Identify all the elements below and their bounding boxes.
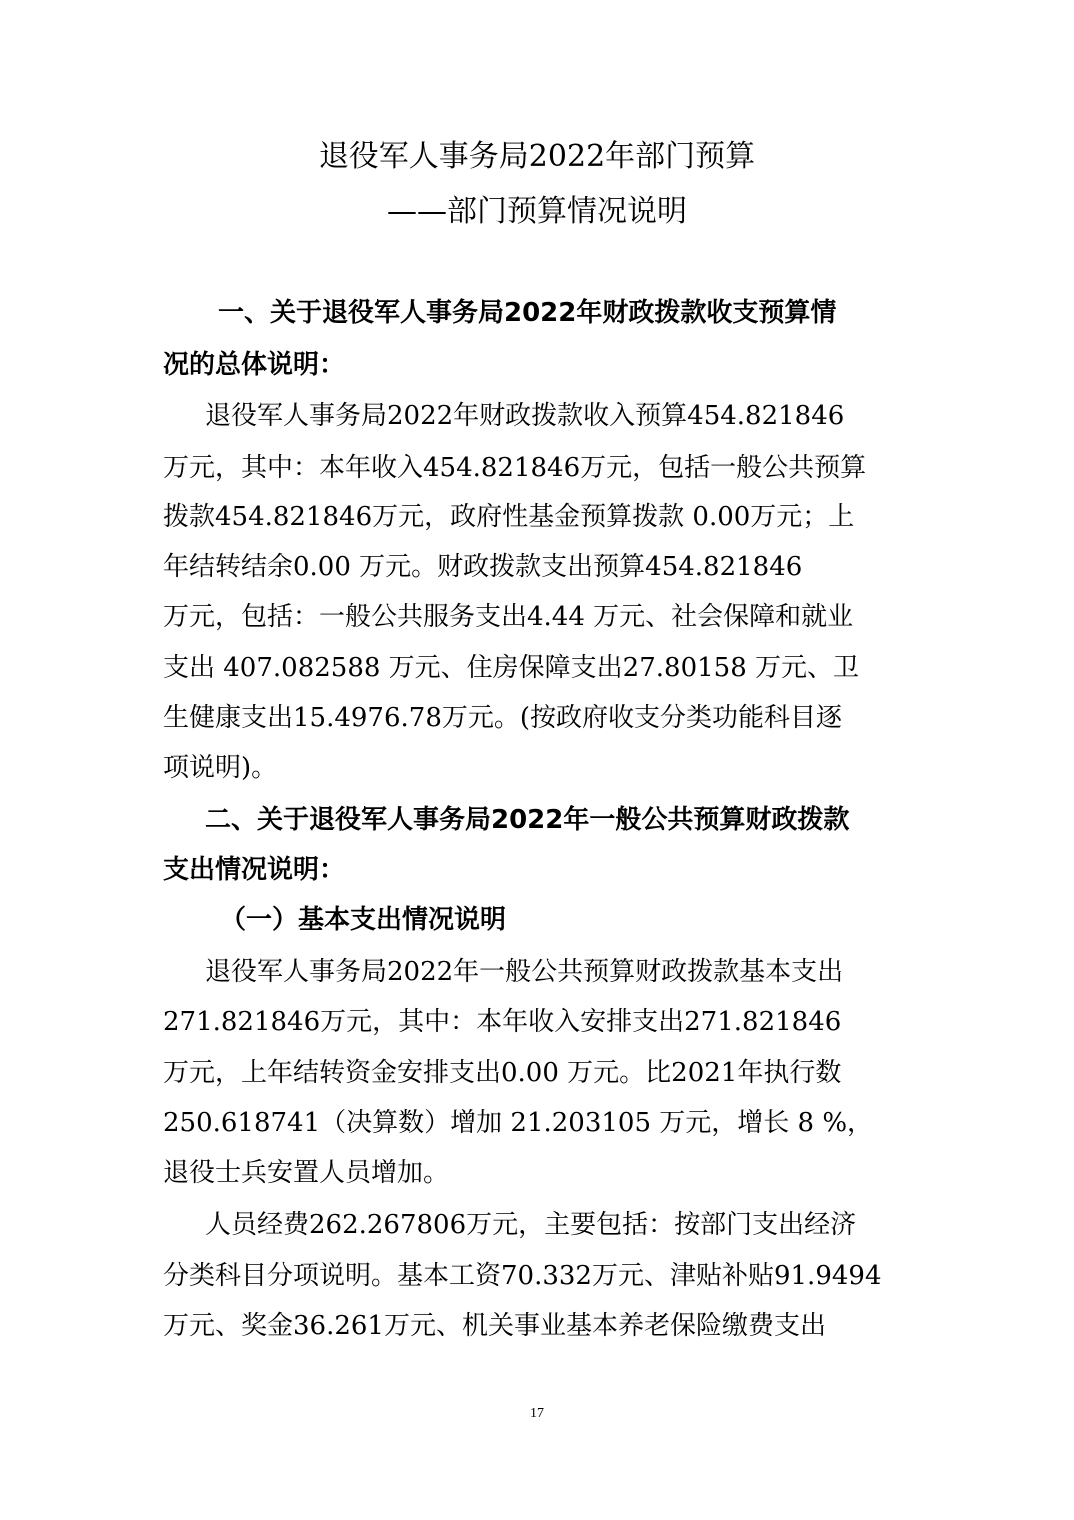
section1-heading-cont: 况的总体说明： [163,350,346,380]
section2-para1-line: 退役士兵安置人员增加。 [163,1158,450,1188]
section1-body-line: 退役军人事务局2022年财政拨款收入预算454.821846 [205,401,845,431]
section1-body-line: 项说明)。 [163,753,278,783]
section2-para2-line: 万元、奖金36.261万元、机关事业基本养老保险缴费支出 [163,1311,826,1341]
section1-heading: 一、关于退役军人事务局2022年财政拨款收支预算情 [218,298,837,328]
section2-para2-line: 人员经费262.267806万元，主要包括：按部门支出经济 [205,1210,857,1240]
document-subtitle: ——部门预算情况说明 [387,194,687,229]
section1-body-line: 拨款454.821846万元，政府性基金预算拨款 0.00万元；上 [163,502,855,532]
section1-body-line: 支出 407.082588 万元、住房保障支出27.80158 万元、卫 [163,653,859,683]
section2-para1-line: 271.821846万元，其中：本年收入安排支出271.821846 [163,1007,842,1037]
section2-para1-line: 万元，上年结转资金安排支出0.00 万元。比2021年执行数 [163,1058,842,1088]
section2-subheading: （一）基本支出情况说明 [220,905,507,935]
section2-para1-line: 250.618741（决算数）增加 21.203105 万元，增长 8 %， [163,1108,874,1138]
section2-para2-line: 分类科目分项说明。基本工资70.332万元、津贴补贴91.9494 [163,1261,882,1291]
section2-heading-cont: 支出情况说明： [163,855,346,885]
page-number: 17 [530,1406,544,1421]
section1-body-line: 万元，包括：一般公共服务支出4.44 万元、社会保障和就业 [163,602,854,632]
section1-body-line: 年结转结余0.00 万元。财政拨款支出预算454.821846 [163,552,803,582]
section2-heading: 二、关于退役军人事务局2022年一般公共预算财政拨款 [205,805,850,835]
document-title: 退役军人事务局2022年部门预算 [318,139,756,174]
section2-para1-line: 退役军人事务局2022年一般公共预算财政拨款基本支出 [205,957,844,987]
section1-body-line: 万元，其中：本年收入454.821846万元，包括一般公共预算 [163,453,867,483]
section1-body-line: 生健康支出15.4976.78万元。(按政府收支分类功能科目逐 [163,703,843,733]
